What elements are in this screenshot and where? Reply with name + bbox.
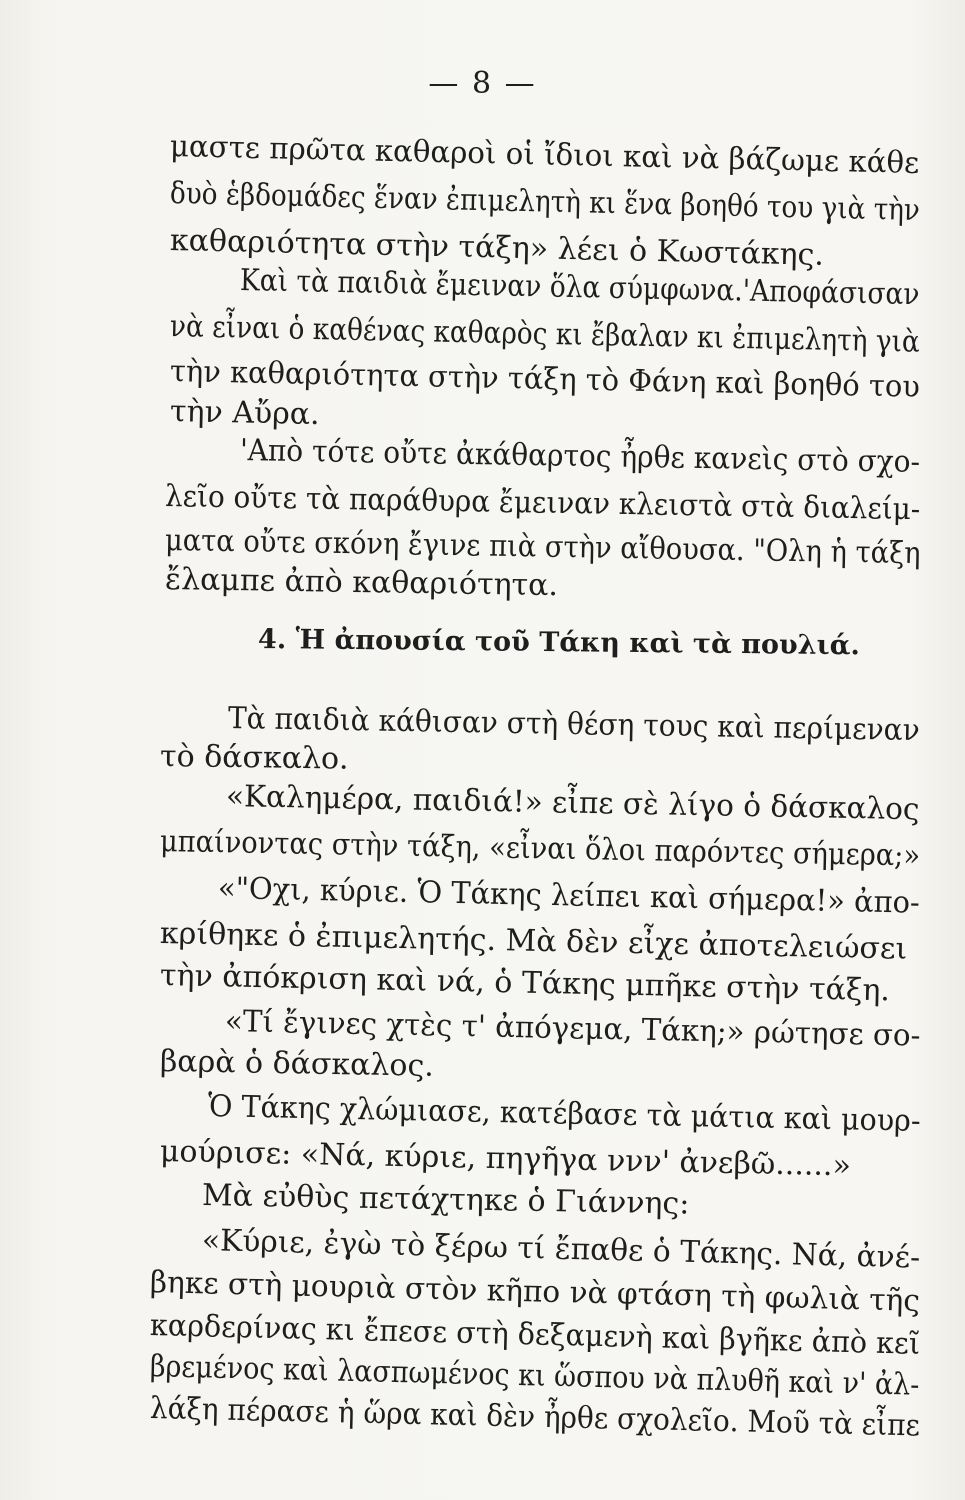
text-line: λεῖο οὔτε τὰ παράθυρα ἔμειναν κλειστὰ στὰ διαλείμ-: [164, 479, 921, 528]
text-line: μούρισε: «Νά, κύριε, πηγῆγα ννν' ἀνεβῶ......»: [159, 1134, 852, 1184]
text-line: «Κύριε, ἐγὼ τὸ ξέρω τί ἔπαθε ὁ Τάκης. Νά, ἀνέ-: [201, 1223, 921, 1276]
page-number: — 8 —: [428, 66, 537, 101]
text-line: λάξη πέρασε ἡ ὥρα καὶ δὲν ἦρθε σχολεῖο. Μοῦ τὰ εἶπε: [149, 1391, 921, 1444]
text-line: «Τί ἔγινες χτὲς τ' ἀπόγεμα, Τάκη;» ρώτησε σο-: [224, 1004, 921, 1054]
text-line: βρεμένος καὶ λασπωμένος κι ὥσπου νὰ πλυθῆ καὶ ν' ἀλ-: [149, 1349, 920, 1403]
text-line: μαστε πρῶτα καθαροὶ οἱ ἴδιοι καὶ νὰ βάζωμε κάθε: [169, 129, 920, 181]
text-line: μπαίνοντας στὴν τάξη, «εἶναι ὅλοι παρόντες σήμερα;»: [159, 824, 921, 874]
text-line: τὴν ἀπόκριση καὶ νά, ὁ Τάκης μπῆκε στὴν τάξη.: [159, 958, 891, 1009]
text-line: κρίθηκε ὁ ἐπιμελητής. Μὰ δὲν εἶχε ἀποτελειώσει: [159, 916, 908, 967]
text-line: νὰ εἶναι ὁ καθένας καθαρὸς κι ἔβαλαν κι ἐπιμελητὴ γιὰ: [169, 309, 921, 360]
text-line: βαρὰ ὁ δάσκαλος.: [159, 1044, 435, 1084]
text-line: Ὁ Τάκης χλώμιασε, κατέβασε τὰ μάτια καὶ μουρ-: [207, 1089, 921, 1139]
text-line: «Καλημέρα, παιδιά!» εἶπε σὲ λίγο ὁ δάσκαλος: [225, 779, 920, 828]
text-line: Καὶ τὰ παιδιὰ ἔμειναν ὅλα σύμφωνα.'Αποφάσισαν: [239, 263, 920, 313]
text-line: βηκε στὴ μουριὰ στὸν κῆπο νὰ φτάση τὴ φωλιὰ τῆς: [149, 1265, 921, 1319]
text-line: καρδερίνας κι ἔπεσε στὴ δεξαμενὴ καὶ βγῆκε ἀπὸ κεῖ: [149, 1308, 921, 1362]
text-line: τὴν Αὔρα.: [169, 394, 321, 433]
text-line: «"Οχι, κύριε. Ὁ Τάκης λείπει καὶ σήμερα!» ἀπο-: [217, 871, 921, 921]
text-line: ματα οὔτε σκόνη ἔγινε πιὰ στὴν αἴθουσα. "Ολη ἡ τάξη: [164, 523, 921, 572]
section-heading: 4. Ἡ ἀπουσία τοῦ Τάκη καὶ τὰ πουλιά.: [257, 624, 861, 662]
text-line: δυὸ ἑβδομάδες ἕναν ἐπιμελητὴ κι ἕνα βοηθό του γιὰ τὴν: [169, 176, 921, 229]
text-line: ἔλαμπε ἀπὸ καθαριότητα.: [164, 562, 559, 604]
text-line: τὴν καθαριότητα στὴν τάξη τὸ Φάνη καὶ βοηθό του: [169, 354, 921, 405]
text-line: 'Απὸ τότε οὔτε ἀκάθαρτος ἦρθε κανεὶς στὸ σχο-: [239, 433, 921, 480]
text-line: Μὰ εὐθὺς πετάχτηκε ὁ Γιάννης:: [201, 1178, 690, 1222]
text-line: τὸ δάσκαλο.: [159, 739, 349, 777]
text-line: καθαριότητα στὴν τάξη» λέει ὁ Κωστάκης.: [169, 223, 825, 273]
text-line: Τὰ παιδιὰ κάθισαν στὴ θέση τους καὶ περίμεναν: [227, 701, 920, 749]
